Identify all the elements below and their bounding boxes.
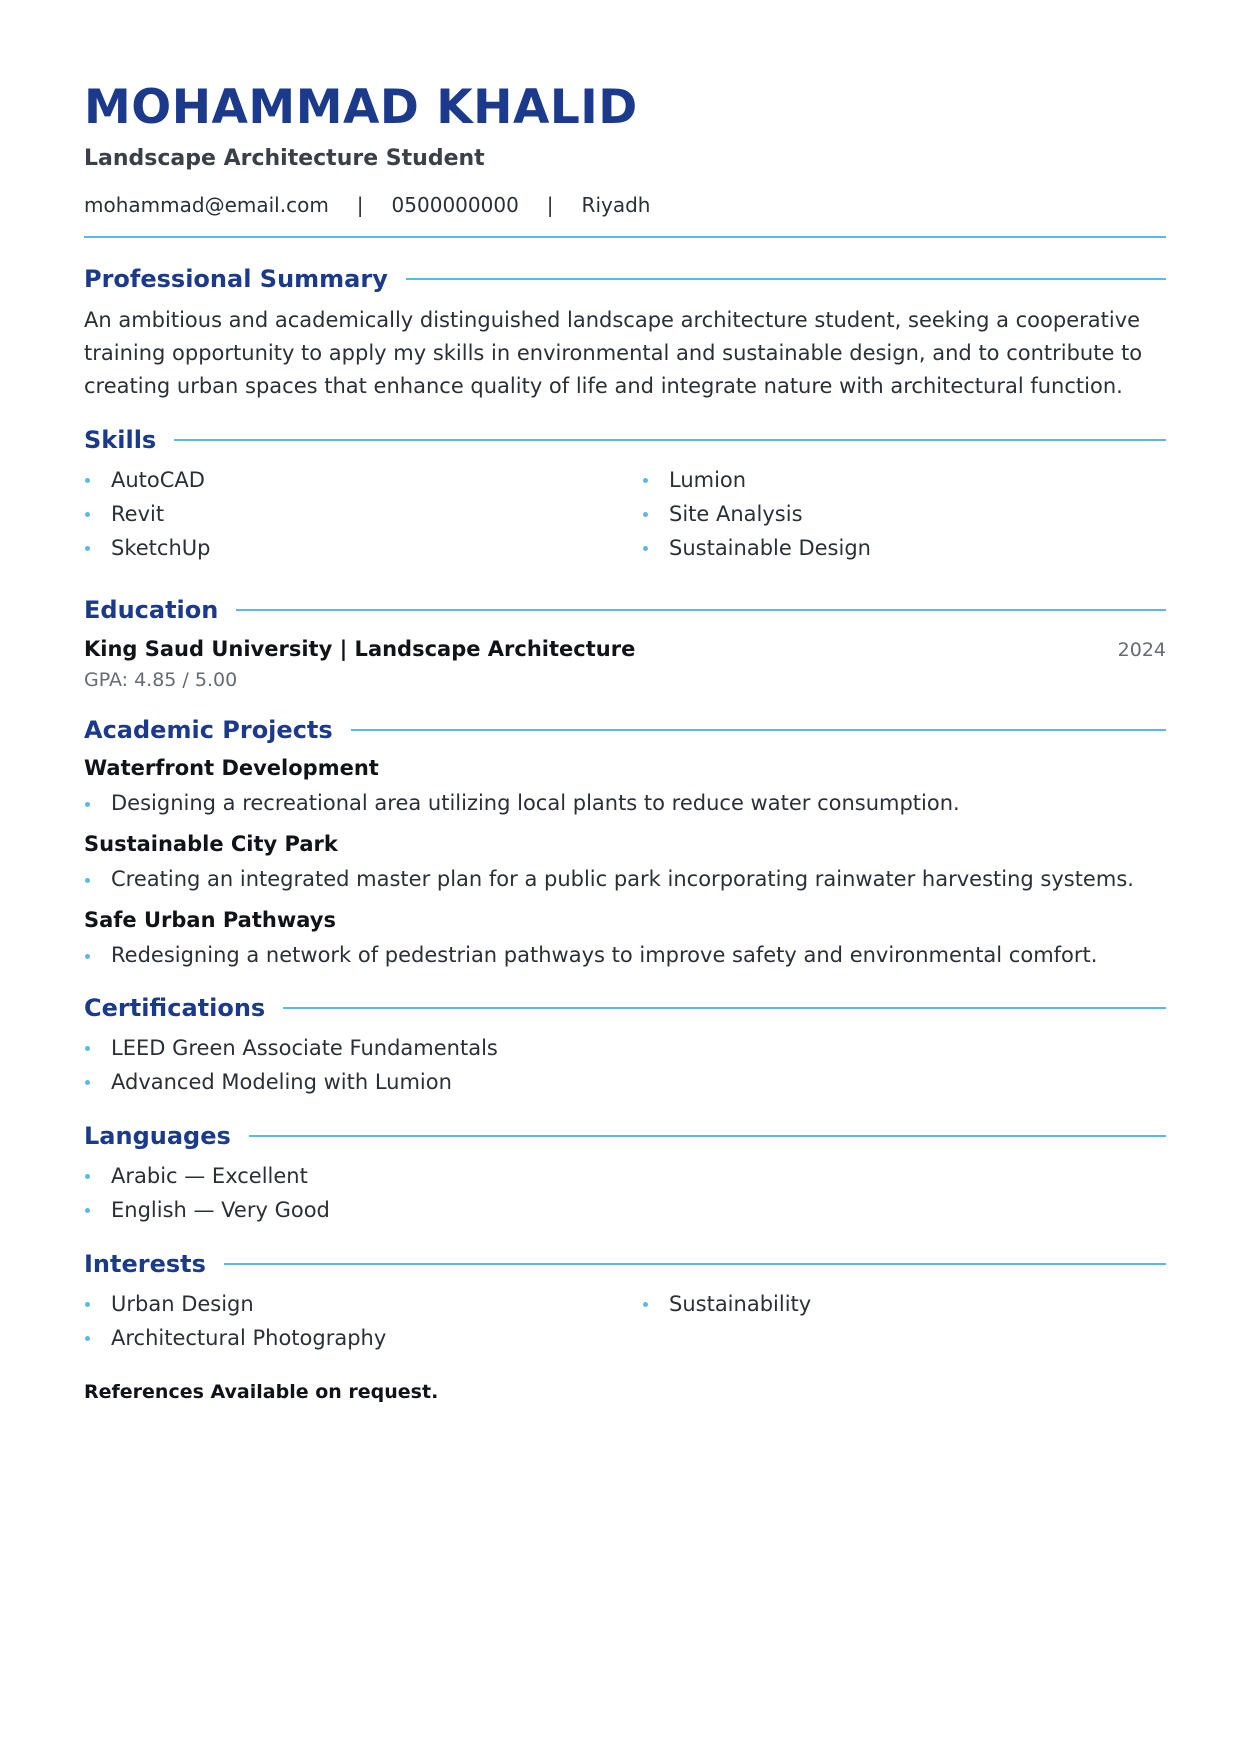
references-note: References Available on request.	[84, 1381, 439, 1403]
contact-separator: |	[546, 193, 554, 217]
summary-section	[84, 264, 1166, 403]
project-title: Waterfront Development	[84, 756, 379, 780]
languages-list	[84, 1159, 1166, 1227]
skill-label: Lumion	[669, 468, 747, 492]
interests-section	[84, 1249, 1166, 1355]
project-title: Sustainable City Park	[84, 832, 338, 856]
skill-item	[642, 497, 1166, 531]
section-header	[84, 715, 1166, 745]
projects-section	[84, 715, 1166, 971]
project-details	[84, 787, 1166, 819]
bullet-icon	[643, 512, 648, 517]
skills-section	[84, 425, 1166, 565]
certification-label: Advanced Modeling with Lumion	[111, 1070, 452, 1094]
certifications-section	[84, 993, 1166, 1099]
section-title: Certifications	[84, 994, 266, 1022]
bullet-icon	[643, 1302, 648, 1307]
certifications-list	[84, 1031, 1166, 1099]
section-divider	[351, 729, 1166, 731]
section-header	[84, 425, 1166, 455]
section-header	[84, 1121, 1166, 1151]
section-divider	[249, 1135, 1166, 1137]
resume-page	[84, 70, 1166, 1403]
languages-section	[84, 1121, 1166, 1227]
bullet-icon	[85, 1302, 90, 1307]
project-detail-text: Redesigning a network of pedestrian pathways to improve safety and environmental comfort.	[111, 943, 1098, 967]
project-details	[84, 863, 1166, 895]
skill-item	[84, 531, 642, 565]
section-divider	[283, 1007, 1166, 1009]
summary-text: An ambitious and academically distinguished landscape architecture student, seeking a cooperative training opportunity to apply my skills in environmental and sustainable design, and to contribute to creating urban spaces that enhance quality of life and integrate nature with architectural function.	[84, 308, 1143, 398]
bullet-icon	[85, 1208, 90, 1213]
project-detail	[84, 863, 1166, 895]
project-entry	[84, 831, 1166, 895]
header-divider	[84, 236, 1166, 238]
project-detail-text: Designing a recreational area utilizing local plants to reduce water consumption.	[111, 791, 960, 815]
skill-item	[84, 497, 642, 531]
section-title: Academic Projects	[84, 716, 333, 744]
contact-separator: |	[356, 193, 364, 217]
project-entry	[84, 907, 1166, 971]
skill-label: SketchUp	[111, 536, 211, 560]
interests-list-left	[84, 1287, 642, 1355]
bullet-icon	[85, 546, 90, 551]
bullet-icon	[85, 1336, 90, 1341]
section-title: Languages	[84, 1122, 231, 1150]
bullet-icon	[643, 546, 648, 551]
contact-phone: 0500000000	[391, 193, 519, 217]
section-header	[84, 595, 1166, 625]
skills-list-right	[642, 463, 1166, 565]
language-item	[84, 1159, 1166, 1193]
section-header	[84, 1249, 1166, 1279]
interest-label: Sustainability	[669, 1292, 812, 1316]
contact-line	[84, 190, 1166, 220]
bullet-icon	[85, 1174, 90, 1179]
candidate-name: MOHAMMAD KHALID	[84, 80, 638, 135]
interest-item	[642, 1287, 1166, 1321]
project-entry	[84, 755, 1166, 819]
section-divider	[406, 278, 1166, 280]
interest-label: Architectural Photography	[111, 1326, 387, 1350]
skill-label: AutoCAD	[111, 468, 205, 492]
certification-item	[84, 1065, 1166, 1099]
project-detail-text: Creating an integrated master plan for a public park incorporating rainwater harvesting systems.	[111, 867, 1134, 891]
interest-item	[84, 1321, 642, 1355]
project-details	[84, 939, 1166, 971]
skill-item	[642, 531, 1166, 565]
section-divider	[236, 609, 1166, 611]
section-title: Professional Summary	[84, 265, 388, 293]
section-header	[84, 264, 1166, 294]
project-detail	[84, 787, 1166, 819]
bullet-icon	[85, 878, 90, 883]
education-section	[84, 595, 1166, 691]
skill-label: Sustainable Design	[669, 536, 871, 560]
bullet-icon	[643, 478, 648, 483]
candidate-title: Landscape Architecture Student	[84, 146, 485, 171]
bullet-icon	[85, 1046, 90, 1051]
contact-city: Riyadh	[581, 193, 651, 217]
certification-label: LEED Green Associate Fundamentals	[111, 1036, 498, 1060]
skills-columns	[84, 463, 1166, 565]
interests-list-right	[642, 1287, 1166, 1355]
certification-item	[84, 1031, 1166, 1065]
skill-item	[642, 463, 1166, 497]
education-title: King Saud University | Landscape Architecture	[84, 637, 636, 661]
language-label: Arabic — Excellent	[111, 1164, 308, 1188]
section-title: Interests	[84, 1250, 206, 1278]
section-divider	[224, 1263, 1166, 1265]
skills-list-left	[84, 463, 642, 565]
project-title: Safe Urban Pathways	[84, 908, 336, 932]
bullet-icon	[85, 802, 90, 807]
interests-columns	[84, 1287, 1166, 1355]
section-title: Education	[84, 596, 219, 624]
language-label: English — Very Good	[111, 1198, 330, 1222]
bullet-icon	[85, 478, 90, 483]
skill-item	[84, 463, 642, 497]
education-year: 2024	[1117, 639, 1166, 661]
section-header	[84, 993, 1166, 1023]
bullet-icon	[85, 954, 90, 959]
bullet-icon	[85, 512, 90, 517]
interest-item	[84, 1287, 642, 1321]
section-title: Skills	[84, 426, 157, 454]
skill-label: Site Analysis	[669, 502, 803, 526]
education-entry	[84, 637, 1166, 661]
interest-label: Urban Design	[111, 1292, 254, 1316]
section-divider	[174, 439, 1166, 441]
resume-header	[84, 80, 1166, 238]
language-item	[84, 1193, 1166, 1227]
education-gpa: GPA: 4.85 / 5.00	[84, 669, 238, 691]
bullet-icon	[85, 1080, 90, 1085]
skill-label: Revit	[111, 502, 165, 526]
contact-email: mohammad@email.com	[84, 193, 329, 217]
project-detail	[84, 939, 1166, 971]
